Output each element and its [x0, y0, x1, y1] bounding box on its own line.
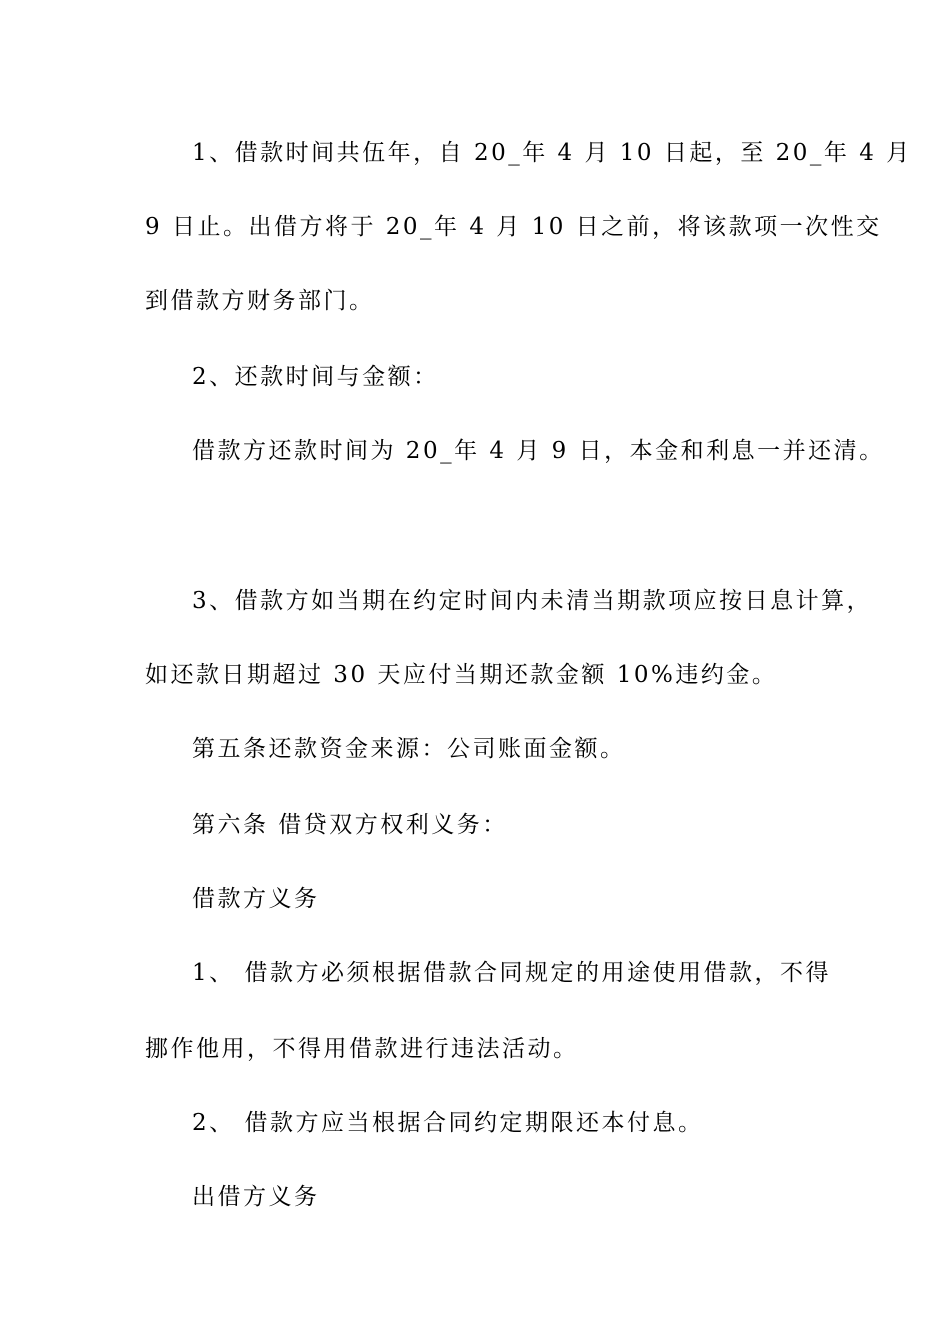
paragraph-line-loan-term: 1、借款时间共伍年，自 20_年 4 月 10 日起，至 20_年 4 月 [192, 140, 912, 166]
paragraph-line-duty-two: 2、 借款方应当根据合同约定期限还本付息。 [192, 1110, 704, 1136]
paragraph-line-lender-duties: 出借方义务 [192, 1184, 320, 1210]
paragraph-line-penalty: 3、借款方如当期在约定时间内未清当期款项应按日息计算， [192, 588, 873, 614]
paragraph-line-duty-one-cont: 挪作他用，不得用借款进行违法活动。 [145, 1036, 579, 1062]
paragraph-line-repayment-heading: 2、还款时间与金额： [192, 364, 439, 390]
paragraph-line-duty-one: 1、 借款方必须根据借款合同规定的用途使用借款，不得 [192, 960, 831, 986]
paragraph-line-borrower-duties: 借款方义务 [192, 886, 320, 912]
paragraph-line-repayment-date: 借款方还款时间为 20_年 4 月 9 日，本金和利息一并还清。 [192, 438, 885, 464]
paragraph-line-loan-term-cont: 9 日止。出借方将于 20_年 4 月 10 日之前，将该款项一次性交 [145, 214, 882, 240]
paragraph-line-penalty-cont: 如还款日期超过 30 天应付当期还款金额 10%违约金。 [145, 662, 778, 688]
paragraph-line-article-five: 第五条还款资金来源：公司账面金额。 [192, 736, 626, 762]
paragraph-line-loan-term-end: 到借款方财务部门。 [145, 288, 375, 314]
paragraph-line-article-six: 第六条 借贷双方权利义务： [192, 812, 508, 838]
